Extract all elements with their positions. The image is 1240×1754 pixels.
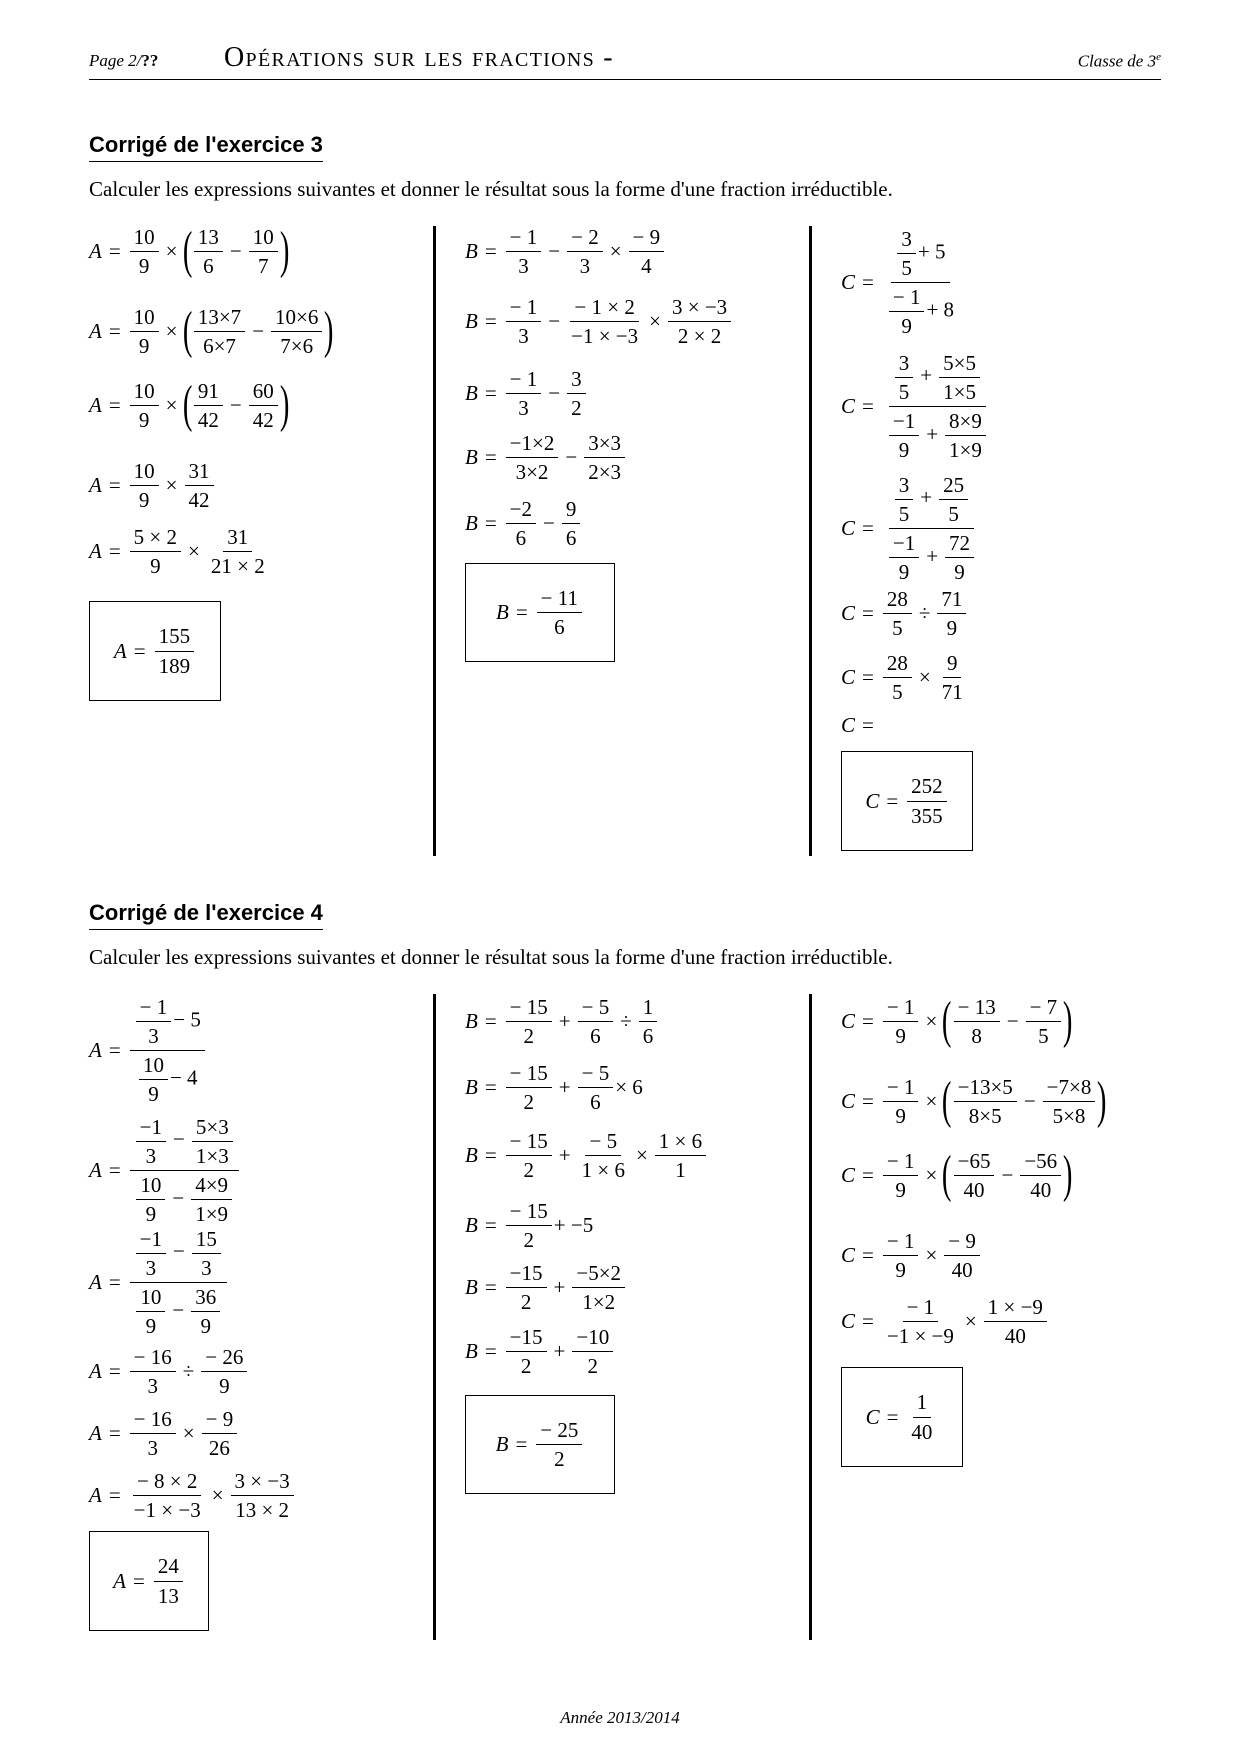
ex3-a-step-4: A = $\frac{10}{9}$ × $\frac{31}{42}$ xyxy=(89,459,216,512)
document-title: Opérations sur les fractions - xyxy=(224,42,614,73)
ex4-b-step-4: B = $\frac{- 15}{2}$ + −5 xyxy=(465,1199,594,1253)
ex3-column-a xyxy=(89,215,419,715)
ex3-c-step-3: C = $\frac{3}{5}$ + $\frac{25}{5}$ $\frac{-1}{9}$ + $\frac{72}{9}$ xyxy=(841,473,982,585)
ex3-column-c xyxy=(841,215,1171,855)
page-footer: Année 2013/2014 xyxy=(560,1708,680,1727)
ex4-b-step-1: B = $\frac{- 15}{2}$ + $\frac{- 5}{6}$ ÷ $\frac{1}{6}$ xyxy=(465,995,659,1048)
exercise-4-title: Corrigé de l'exercice 4 xyxy=(89,900,323,930)
ex3-b-step-4: B = $\frac{-1\times 2}{3\times 2}$ − $\frac{3\times 3}{2\times 3}$ xyxy=(465,431,627,484)
exercise-4-instructions: Calculer les expressions suivantes et donner le résultat sous la forme d'une fraction irréductible. xyxy=(89,945,893,969)
ex4-c-step-1: C = $\frac{- 1}{9}$ × ( $\frac{- 13}{8}$ − $\frac{- 7}{5}$ ) xyxy=(841,992,1073,1050)
ex4-a-step-4: A = $\frac{- 16}{3}$ ÷ $\frac{- 26}{9}$ xyxy=(89,1345,249,1398)
ex3-a-result-box: A = $\frac{155}{189}$ xyxy=(89,601,221,701)
ex4-a-step-5: A = $\frac{- 16}{3}$ × $\frac{- 9}{26}$ xyxy=(89,1407,239,1460)
ex4-c-result-box: C = $\frac{1}{40}$ xyxy=(841,1367,963,1467)
ex4-a-step-2: A = $\frac{-1}{3}$ − $\frac{5\times 3}{1\times 3}$ $\frac{10}{9}$ − $\frac{4\times 9}{1\times 9}$ xyxy=(89,1115,241,1227)
ex3-c-step-1: C = $\frac{3}{5}$ + 5 $\frac{- 1}{9}$ + 8 xyxy=(841,227,955,339)
exercise-3-instructions: Calculer les expressions suivantes et donner le résultat sous la forme d'une fraction irréductible. xyxy=(89,177,893,201)
page-header xyxy=(89,40,1161,80)
ex3-a-step-1: A = $\frac{10}{9}$ × ( $\frac{13}{6}$ − $\frac{10}{7}$ ) xyxy=(89,222,290,280)
ex3-column-b xyxy=(465,215,795,715)
ex4-b-step-6: B = $\frac{-15}{2}$ + $\frac{-10}{2}$ xyxy=(465,1325,615,1378)
ex3-c-step-6: C = xyxy=(841,713,874,737)
ex4-a-step-6: A = $\frac{- 8 \times 2}{-1 \times -3}$ × $\frac{3 \times -3}{13 \times 2}$ xyxy=(89,1469,296,1522)
ex4-b-step-3: B = $\frac{- 15}{2}$ + $\frac{- 5}{1 \times 6}$ × $\frac{1 \times 6}{1}$ xyxy=(465,1129,708,1182)
column-divider xyxy=(809,994,812,1640)
ex4-b-result-box: B = $\frac{- 25}{2}$ xyxy=(465,1395,615,1494)
ex4-c-step-2: C = $\frac{- 1}{9}$ × ( $\frac{-13\times 5}{8\times 5}$ − $\frac{-7\times 8}{5\times 8}$ ) xyxy=(841,1072,1107,1130)
ex4-b-step-5: B = $\frac{-15}{2}$ + $\frac{-5\times 2}{1\times 2}$ xyxy=(465,1261,627,1314)
ex4-c-step-4: C = $\frac{- 1}{9}$ × $\frac{- 9}{40}$ xyxy=(841,1229,982,1282)
ex3-b-step-2: B = $\frac{- 1}{3}$ − $\frac{- 1 \times 2}{-1 \times -3}$ × $\frac{3 \times -3}{2 \times 2}$ xyxy=(465,295,733,348)
column-divider xyxy=(809,226,812,856)
ex4-a-step-3: A = $\frac{-1}{3}$ − $\frac{15}{3}$ $\frac{10}{9}$ − $\frac{36}{9}$ xyxy=(89,1227,229,1339)
ex3-c-step-4: C = $\frac{28}{5}$ ÷ $\frac{71}{9}$ xyxy=(841,587,968,640)
page-number: Page 2/?? xyxy=(89,51,159,70)
ex4-c-step-3: C = $\frac{- 1}{9}$ × ( $\frac{-65}{40}$ − $\frac{-56}{40}$ ) xyxy=(841,1146,1073,1204)
column-divider xyxy=(433,226,436,856)
ex4-column-c xyxy=(841,985,1171,1485)
ex3-b-step-5: B = $\frac{-2}{6}$ − $\frac{9}{6}$ xyxy=(465,497,582,550)
ex3-c-step-2: C = $\frac{3}{5}$ + $\frac{5\times 5}{1\times 5}$ $\frac{-1}{9}$ + $\frac{8\times 9}{1\times 9}$ xyxy=(841,351,994,463)
ex3-b-step-1: B = $\frac{- 1}{3}$ − $\frac{- 2}{3}$ × $\frac{- 9}{4}$ xyxy=(465,225,666,278)
ex4-column-b xyxy=(465,985,795,1485)
ex3-b-result-box: B = $\frac{- 11}{6}$ xyxy=(465,563,615,662)
class-label: Classe de 3e xyxy=(1077,51,1161,71)
ex3-a-step-2: A = $\frac{10}{9}$ × ( $\frac{13\times 7}{6\times 7}$ − $\frac{10\times 6}{7\times 6}$ ) xyxy=(89,302,334,360)
column-divider xyxy=(433,994,436,1640)
ex3-a-step-3: A = $\frac{10}{9}$ × ( $\frac{91}{42}$ − $\frac{60}{42}$ ) xyxy=(89,376,290,434)
ex3-b-step-3: B = $\frac{- 1}{3}$ − $\frac{3}{2}$ xyxy=(465,367,588,420)
ex4-column-a xyxy=(89,985,419,1635)
ex4-a-step-1: A = $\frac{- 1}{3}$ − 5 $\frac{10}{9}$ − 4 xyxy=(89,995,207,1107)
ex3-c-step-5: C = $\frac{28}{5}$ × $\frac{9}{71}$ xyxy=(841,651,963,705)
ex4-c-step-5: C = $\frac{- 1}{-1 \times -9}$ × $\frac{1 \times -9}{40}$ xyxy=(841,1295,1049,1348)
ex4-a-result-box: A = $\frac{24}{13}$ xyxy=(89,1531,209,1631)
ex3-a-step-5: A = $\frac{5 \times 2}{9}$ × $\frac{31}{21 \times 2}$ xyxy=(89,525,265,579)
exercise-3-title: Corrigé de l'exercice 3 xyxy=(89,132,323,162)
ex4-b-step-2: B = $\frac{- 15}{2}$ + $\frac{- 5}{6}$ × 6 xyxy=(465,1061,643,1115)
ex3-c-result-box: C = $\frac{252}{355}$ xyxy=(841,751,973,851)
